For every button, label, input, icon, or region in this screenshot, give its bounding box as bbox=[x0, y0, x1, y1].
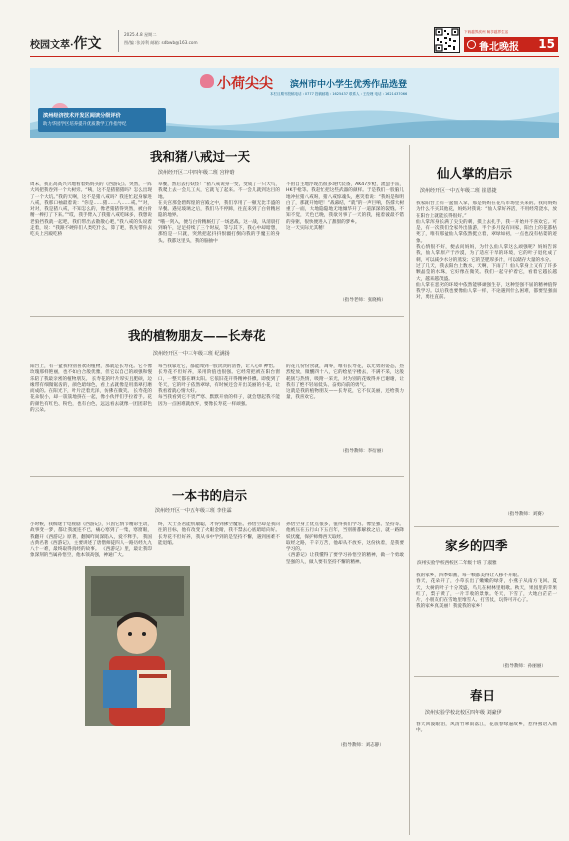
article-author: 滨州经开区一中五年级二班 崔恩捷 bbox=[420, 188, 497, 194]
brand-block bbox=[464, 37, 558, 52]
article-author: 滨州经开区二中四年级二班 宫梓晗 bbox=[158, 170, 235, 176]
column-banner bbox=[30, 68, 559, 138]
article-column: 孙悟空身上优点很多，值得我们学习。像坚强、坚持等。他被压在五行山下五百年，当别册都解救之后，就一路降妖伏魔，保护师傅西天取经。 取经之路，千辛万苦，他却从不放弃，这份执着，是我要学习的。 《西游记》让我懂得了要学习孙悟空的精神，做一个勇敢坚强的人，做人要有坚持不懈的精神。 bbox=[286, 522, 404, 565]
qr-code-icon[interactable] bbox=[434, 27, 460, 53]
article-column: 周末，我正高高兴兴地看着妈妈买的《西游记》。突然，一阵大风把我卷到一个大树旁。“咦，这不是猪猪猪吗？怎么出现了一个大坑。”我的天啊，这不是猪八戒吗？我连忙起身躲进八戒，我那口袖最着说：“你是……猪……八……戒。”“对，对对，我是猪八戒，不知怎么的，像老猪猪得突然，被白骨精一棒打了下来。”“哎，我手臂入了我猪八戒吃咪多，我想说老狼挡我就一起吧，我们带出去散散心吧，”我八戒的头说着走着，说：“我跟不硬你们人类吃什么，算了吧，我先带你去吃关上宫殿吃桥 bbox=[30, 182, 152, 238]
child-reading-photo bbox=[85, 566, 190, 726]
article-title: 仙人掌的启示 bbox=[437, 166, 513, 181]
article-title: 一本书的启示 bbox=[172, 488, 248, 503]
divider-v bbox=[409, 145, 410, 835]
lotus-icon bbox=[200, 74, 214, 88]
article-title: 我和猪八戒过一天 bbox=[150, 149, 251, 164]
article-column: 终，大士圣君能机敏聪，才得到佛空魔驻。孙悟空却是我向往的目标，他有改变了火眼金睛，我不禁去心底暗暗向好。 长寿花不但好养，我从书中学到的是坚持不懈，遇到困难不能退缩。 bbox=[158, 522, 280, 546]
article-column: 小时候，我痴迷于电视剧《西游记》，只因它情节精彩生动，故事变一梦，都让我流连不已，痛心寒到了一集，寒窗眼，我翻开《西游记》原著，翻阅咋间深陷入，爱不释手。 我国古典名著《西游记》，主要讲述了唐僧师徒四人一路历经九九八十一难，最终取得真经的故事。 《西游记》里，最让我印象深刻的当属孙悟空，他本领高强，神通广大。 bbox=[30, 522, 152, 559]
masthead bbox=[0, 0, 569, 60]
banner-left-line1: 滨州经济技术开发区阅读分级评价 bbox=[43, 113, 121, 119]
section-sep: · bbox=[70, 40, 74, 51]
page-number: 15 bbox=[538, 37, 555, 51]
article-title: 我的植物朋友——长寿花 bbox=[128, 328, 266, 343]
article-editor: （指导老师：张晓梅） bbox=[340, 298, 386, 303]
article-title: 春日 bbox=[470, 688, 496, 703]
article-column: 不由自主地浮现出很多现代装备，AK47步枪，流萤手雷，HK手枪等。我赶忙把这些武器的颜样。于是我们一股脑儿地冲拉猪八戒呀，猪八戒惊魂头，惠笑着说：“我妈是和明白了，那就开始吧！”战幕结，“就”的一声巨响，伤撑大树重了一面，大地隐隐地无地倾华开了一道深深的裂缝。不知不觉，天色已晚，我欲另事了一天的我，拖着彼最不错的身躯，很快便进入了甜甜的梦乡。 这一天实际尤其精！ bbox=[286, 182, 404, 232]
article-body: 我家阳台上有一盆仙人掌，那是妈妈在花鸟市场里买来的。我问妈妈为什么不买其他花，妈妈对我说：“仙人掌好养活，不用经常浇水，放在阳台上就能长得很好。” 仙人掌浑身长满了尖尖的刺，摸上去扎手，我一开始并不喜欢它。可是，有一次我们全家外出旅游，半个多月没有回家，阳台上的花都枯死了，唯有那盆仙人掌依然挺立着，翠绿如初，一点也没有枯萎的迹象。 我心情很不好，便去问妈妈，为什么仙人掌这么顽强呢？妈妈告诉我，仙人掌原产于沙漠，为了适应干旱的环境，它的叶子退化成了刺，可以减少水分的蒸发；它的茎肥厚多汁，可以储存大量的水分。 过了几天，我去阳台上数水，天啊，下雨了！仙人掌身上又有了许多颗晶莹的水珠，它好像在微笑。我们一起守护着它，看着它越长越大，越来越茂盛。 仙人掌在恶劣的环境中依然能够顽强生存，这种坚强不屈的精神值得我学习。以后我也要像仙人掌一样，不论遇到什么困难，都要坚强面对，勇往直前。 bbox=[416, 201, 557, 301]
article-author: 滨州经开区一中三年级三班 纪满扬 bbox=[153, 351, 230, 357]
article-body: 春天回波眼泪，风清竹翠雨落江，花簇春绿逼故乡，惹得燕语入画中。 bbox=[416, 722, 557, 734]
qr-pattern bbox=[435, 28, 459, 52]
article-column: 的花儿份份食就，凋零，唯有长寿花，以尤勇的姿态，热烈绽放，微醺四十八，它的绘星字楼去，不满不采，这般耗韧与热情，吸附一采光，对为别的花败得并已谢谢，让我有了绝不轻易低头、奋勇向前的勇气。 这就是我的植物朋友——长寿花，它不仅美丽，还给我力量，我喜欢它。 bbox=[286, 364, 404, 401]
article-editor: （指导教师：孙丽丽） bbox=[500, 664, 546, 669]
article-author: 滨州实验学校西校区二年级十班 丁淑雅 bbox=[417, 561, 497, 566]
banner-left-line2: 助力华园学区培养提升优质教学工作指导纪 bbox=[43, 122, 127, 127]
banner-title-main: 小荷尖尖 bbox=[217, 76, 273, 92]
article-column: 每当我靠近它，都能闻到一股淡淡的清香，让人心旷神怡。 长寿花不但好养，采用阶值也很强。它经常把被在阳台窗口，一整天都在晒太阳。它依旧花开得精神抖擞。即使到了冬天，它的叶子依然翠绿，有时候还会开出美丽的小花，让我看着就心情大好。 每当我看到它不畏严寒、默默开放的样子，就会想起我不能因为一点困难就放弃，要像长寿花一样顽强。 bbox=[158, 364, 280, 407]
section-title bbox=[30, 33, 101, 53]
article-author: 滨州经开区一中五年级三班 李佳霖 bbox=[155, 508, 232, 514]
article-title: 家乡的四季 bbox=[445, 538, 508, 553]
editor-line: 图/编 :张涛利 邮箱: sdbwb@163.com bbox=[124, 40, 198, 45]
divider-h bbox=[414, 526, 559, 527]
date-line: 2025.4.8 星期二 bbox=[124, 32, 157, 37]
divider-h bbox=[30, 476, 404, 477]
divider-h bbox=[30, 316, 404, 317]
banner-left-box bbox=[38, 108, 166, 132]
article-body: 我的家乡，四季如画，每一帧都美得让人移不开眼。 春天，花朵开了，小草长出了嫩嫩的绿芽，小燕子从南方飞回。夏天，大树的叶子十分茂盛，鸟儿在树林里唱歌。秋天，果园里的苹果红了，梨子黄了，一片丰收的景象。冬天，下雪了，大地白茫茫一片，小朋友们在雪地里堆雪人、打雪仗，玩得可开心了。 我的家乡真美丽！我爱我的家乡！ bbox=[416, 573, 557, 610]
divider-h bbox=[414, 676, 559, 677]
qr-caption: 下载越界滨州 畅享越界生活 bbox=[464, 30, 509, 34]
masthead-brand-bar bbox=[464, 30, 558, 52]
article-editor: （指导教师：刘志静） bbox=[338, 743, 384, 748]
section-main: 作文 bbox=[73, 36, 102, 52]
masthead-divider-v bbox=[118, 30, 119, 52]
article-editor: （指导教师：李衍丽） bbox=[340, 449, 386, 454]
article-editor: （指导教师：刘赛） bbox=[505, 512, 547, 517]
brand-logo-icon bbox=[467, 40, 476, 49]
section-label: 校园文萃 bbox=[30, 40, 70, 51]
masthead-rule bbox=[30, 56, 559, 57]
child-reading-illustration bbox=[85, 566, 190, 726]
banner-small-line: 本栏目期刊投稿电话 : 0777 投稿邮箱 : 1625437 联系人 : 王经理 电话 : 1621437066 bbox=[270, 92, 408, 96]
banner-title-sub: 滨州市中小学生优秀作品选登 bbox=[290, 80, 408, 90]
article-author: 滨州实验学校北校区四年级 刘豪伊 bbox=[425, 710, 502, 716]
article-column: 阳台上，有一盆我特别喜欢的植物，那就是长寿花。它不像玫瑰那样艳丽，也不如白合般优雅，但它以自己的顽强和慢乐陪了我最亲密的植物朋友。 长寿花的叶片厚实且肥硕，边缘带有细微锯齿的，颜色暗绿色，看上去就像是用翡翠打磨而成的。在阳光下，叶片泛着光泽，仿佛在微笑。 长寿花的花朵很小，却一簇簇地挤在一起，像小伙伴们手拉着手。花的颜色有红色、粉色，也有白色，远远看去就像一团团彩色的云朵。 bbox=[30, 364, 152, 414]
brand-name: 鲁北晚报 bbox=[479, 42, 519, 53]
article-column: 草餐，然后去打妖怪！”猪八戒说身一变，变成了一只大鸟，我爬上去一会儿工夫，它就飞了起来。不一会儿就到达目的地。 在关宫那金碧辉煌的宫殿之中，我们享用了一顿无比丰盛的早餐。遇见玻璃之后，我们马不停蹄，往直来到了白骨精居隐的地界。 “哦一剑入，便与白骨精厮打了一场恶战。这一战，从清晨打到晌午，足足持续了三个时辰，等与其下，我心中却暗想，那怕是一只就，突然把起抖抖恨疆打倒向我的手魔王的身头。我都这里头，我的脑抽中 bbox=[158, 182, 280, 244]
